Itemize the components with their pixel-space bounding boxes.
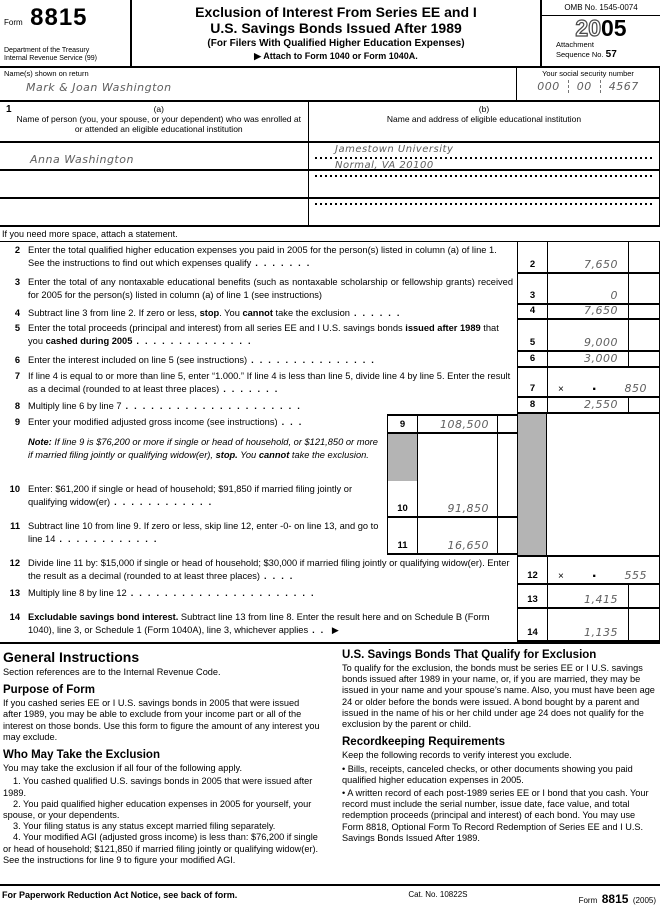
line-13-row [0, 585, 660, 609]
line-8-desc: Multiply line 6 by line 7 [28, 401, 122, 411]
tax-year [542, 17, 660, 40]
line-5-value[interactable]: 9,000 [584, 336, 618, 349]
name-field[interactable] [0, 68, 516, 100]
attach-note-text: Attach to Form 1040 or Form 1040A. [263, 51, 418, 62]
sequence-number: 57 [605, 49, 617, 60]
line-2-num: 2 [14, 245, 20, 255]
line-3-value[interactable]: 0 [610, 289, 618, 302]
line-5-text: 5 Enter the total proceeds (principal and interest) from all series EE and I U.S. savings bonds issued after 1989 that you cashed during 2005 .............. [0, 320, 517, 352]
title-line2: U.S. Savings Bonds Issued After 1989 [210, 20, 462, 37]
line-11-num: 11 [10, 521, 20, 531]
note-empty-cents [497, 434, 517, 481]
line-4-num: 4 [14, 308, 20, 318]
line-6-box-num: 6 [517, 352, 547, 368]
line-13-value[interactable]: 1,415 [584, 593, 618, 606]
line-6-value[interactable]: 3,000 [584, 352, 618, 365]
dot-leader: ....... [223, 384, 284, 394]
dot-leader: ....... [255, 258, 316, 268]
line-4-cents[interactable] [628, 305, 660, 320]
dotted-entry-line [315, 175, 653, 177]
name-ssn-row [0, 68, 660, 102]
line-13-text [0, 585, 517, 609]
line-12-value[interactable]: 555 [624, 569, 647, 582]
line-14-box-num: 14 [517, 609, 547, 642]
instructions-left-column [0, 649, 332, 883]
general-instructions-title: General Instructions [3, 649, 140, 665]
more-space-note: If you need more space, attach a statement. [0, 227, 660, 242]
qualify-body: To qualify for the exclusion, the bonds must be series EE or I U.S. savings bonds issued after 1989 in your name, or, if you are married, they may be issued in your name and your spouse’s name. Also, you must have been age 24 or older before the bonds were issued. A bond bought by a parent and issued in the name of his or her child under age 24 does not qualify for the exclusion by the parent or child. [342, 663, 655, 730]
line-6-num: 6 [14, 355, 20, 365]
instructions-right-column [332, 649, 660, 883]
year-prefix: 20 [575, 15, 601, 41]
form-number-text: 8815 [30, 4, 88, 31]
ssn-label: Your social security number [542, 69, 634, 78]
line-10-value[interactable]: 91,850 [447, 502, 489, 515]
line-12-num: 12 [9, 558, 20, 568]
row1-inst-line2[interactable]: Normal, VA 20100 [335, 160, 434, 171]
agency-block [4, 47, 127, 65]
line-14-num: 14 [9, 612, 20, 622]
line-13-num: 13 [9, 588, 20, 598]
line-9-note-row [0, 434, 660, 481]
dot-leader: ............ [59, 534, 163, 544]
line-7-value[interactable]: 850 [624, 382, 647, 395]
note-empty-amount [417, 434, 497, 481]
line-14-cents[interactable] [628, 609, 660, 642]
attach-note [132, 51, 540, 62]
name-label: Name(s) shown on return [4, 69, 89, 78]
omb-number: OMB No. 1545-0074 [542, 0, 660, 16]
line-3-row [0, 274, 660, 305]
line1-col-b-header [308, 102, 659, 143]
line-14-amount[interactable] [547, 609, 628, 642]
shaded-column [517, 481, 547, 518]
empty-grid-area [547, 414, 660, 434]
line-7-text [0, 368, 517, 398]
line-14-value[interactable]: 1,135 [584, 626, 618, 639]
empty-grid-area [547, 434, 660, 481]
line-10-amount[interactable] [417, 481, 497, 518]
dot-leader: ...................... [130, 588, 320, 598]
who-item-2: 2. You paid qualified higher education expenses in 2005 for yourself, your spouse, or your dependents. [3, 798, 312, 820]
agency-line1: Department of the Treasury [4, 46, 90, 54]
row1-inst-line1[interactable]: Jamestown University [335, 144, 454, 155]
line-7-desc: If line 4 is equal to or more than line 5, enter “1.000.” If line 4 is less than line 5, divide line 4 by line 5. Enter the result as a decimal (rounded to at least three places) [28, 371, 511, 394]
recordkeeping-title: Recordkeeping Requirements [342, 736, 505, 749]
dot-leader: .. [312, 625, 330, 635]
ssn-value[interactable] [517, 80, 659, 93]
line-10-num: 10 [9, 484, 20, 494]
line1-table [0, 102, 660, 227]
dot-leader: ............... [251, 355, 380, 365]
line-9-row [0, 414, 660, 434]
attachment-sequence [542, 40, 660, 61]
form-title [132, 4, 540, 36]
line-9-desc: Enter your modified adjusted gross income (see instructions) [28, 417, 278, 427]
line-11-cents[interactable] [497, 518, 517, 555]
line-9-cents[interactable] [497, 414, 517, 434]
line-2-value[interactable]: 7,650 [584, 258, 618, 271]
line-4-amount[interactable] [547, 305, 628, 320]
line-12-decimal[interactable] [547, 555, 660, 585]
row3-institution-cell[interactable] [308, 199, 659, 227]
line-11-amount[interactable] [417, 518, 497, 555]
line-4-desc: take the exclusion [272, 308, 350, 318]
line-9-amount[interactable] [417, 414, 497, 434]
who-item-1: 1. You cashed qualified U.S. savings bonds in 2005 that were issued after 1989. [3, 776, 313, 798]
line-6-row [0, 352, 660, 368]
note-text: take the exclusion. [289, 450, 369, 460]
line-7-num: 7 [14, 371, 20, 381]
title-line1: Exclusion of Interest From Series EE and I [195, 4, 477, 20]
line-3-cents[interactable] [628, 274, 660, 305]
line-8-cents[interactable] [628, 398, 660, 414]
line-2-text [0, 242, 517, 274]
dot-leader: ............ [114, 497, 218, 507]
purpose-of-form-body: If you cashed series EE or I U.S. savings bonds in 2005 that were issued after 1989, you may be able to exclude from your income part or all of the interest on those bonds. Use this form to figure the amount of any interest you may exclude. [3, 698, 320, 742]
line-14-text: 14 Excludable savings bond interest. Subtract line 13 from line 8. Enter the result here and on Schedule B (Form 1040), line 3, or Schedule 1 (Form 1040A), line 3, whichever applies .. ▶ [0, 609, 517, 642]
line-8-text [0, 398, 517, 414]
row1-name-value[interactable]: Anna Washington [30, 153, 134, 166]
ssn-part-1[interactable]: 000 [537, 80, 560, 93]
line-8-amount[interactable] [547, 398, 628, 414]
line-2-amount[interactable] [547, 242, 628, 274]
line-5-cents[interactable] [628, 320, 660, 352]
omb-block [540, 0, 660, 66]
line-4-value[interactable]: 7,650 [584, 304, 618, 317]
note-label: Note: [28, 437, 52, 447]
shaded-num-cell [387, 434, 417, 481]
line-10-text [0, 481, 387, 518]
title-block [132, 0, 540, 66]
line-4-text: 4 Subtract line 3 from line 2. If zero or less, stop. You cannot take the exclusion ...... [0, 305, 517, 320]
qualify-title: U.S. Savings Bonds That Qualify for Exclusion [342, 649, 597, 661]
record-item-2: • A written record of each post-1989 series EE or I bond that you cash. Your record must include the serial number, issue date, face value, and total redemption proceeds (principal and interest) of each bond. You may use Form 8818, Optional Form To Record Redemption of Series EE and I U.S. Savings Bonds Issued After 1989. [342, 787, 649, 843]
line-7-row [0, 368, 660, 398]
multiply-sign: × [558, 571, 564, 582]
line-8-value[interactable]: 2,550 [584, 398, 618, 411]
multiply-sign: × [558, 384, 564, 395]
line-9-box-num: 9 [387, 414, 417, 434]
line-2-desc: Enter the total qualified higher education expenses you paid in 2005 for the person(s) listed in column (a) of line 1. See the instructions to find out which expenses qualify [28, 245, 497, 268]
recordkeeping-intro: Keep the following records to verify interest you exclude. [342, 750, 572, 761]
form-number [4, 4, 127, 32]
bullet-icon: • [342, 787, 346, 798]
line-14-desc: Subtract line 13 from line 8. Enter the result here and on Schedule B (Form 1040), line 3, or Schedule 1 (Form 1040A), line 3, whichever applies [28, 612, 490, 635]
line-5-box-num: 5 [517, 320, 547, 352]
record-item-1: • Bills, receipts, canceled checks, or other documents showing you paid qualified higher education expenses in 2005. [342, 763, 633, 785]
line-13-cents[interactable] [628, 585, 660, 609]
form-subtitle: (For Filers With Qualified Higher Education Expenses) [207, 38, 465, 50]
dot-leader: ...... [353, 308, 406, 318]
form-number-block [0, 0, 132, 66]
line-11-box-num: 11 [387, 518, 417, 555]
line-4-row [0, 305, 660, 320]
line-14-row [0, 609, 660, 642]
line-7-decimal[interactable] [547, 368, 660, 398]
agency-code: (99) [84, 55, 98, 63]
who-item-4: 4. Your modified AGI (adjusted gross income) is less than: $76,200 if single or head of household; $121,850 if married filing jointly or qualifying widow(er). See the instructions for line 9 to figure your modified AGI. [3, 832, 319, 865]
line-11-value[interactable]: 16,650 [447, 539, 489, 552]
section-references: Section references are to the Internal Revenue Code. [3, 667, 221, 677]
dot-leader: .............. [136, 336, 257, 346]
line-10-row [0, 481, 660, 518]
sequence-label: Sequence No. [556, 50, 604, 59]
line-8-num: 8 [14, 401, 20, 411]
line-12-row [0, 555, 660, 585]
line-3-box-num: 3 [517, 274, 547, 305]
attachment-label: Attachment [556, 40, 594, 49]
line-3-text [0, 274, 517, 305]
dotted-entry-line [315, 203, 653, 205]
line-8-box-num: 8 [517, 398, 547, 414]
name-value[interactable]: Mark & Joan Washington [26, 81, 172, 94]
who-item-3: 3. Your filing status is any status except married filing separately. [13, 821, 276, 832]
line-7-box-num: 7 [517, 368, 547, 398]
line-10-desc: Enter: $61,200 if single or head of household; $91,850 if married filing jointly or qualifying widow(er) [28, 484, 353, 507]
empty-grid-area [547, 481, 660, 518]
line-12-desc: Divide line 11 by: $15,000 if single or head of household; $30,000 if married filing jointly or qualifying widow(er). Enter the result as a decimal (rounded to at least three places) [28, 558, 510, 581]
line-3-desc: Enter the total of any nontaxable educational benefits (such as nontaxable scholarship or fellowship grants) received for 2005 for the person(s) listed in column (a) of line 1 (see instructions) [28, 277, 513, 300]
who-may-take-intro: You may take the exclusion if all four of the following apply. [3, 763, 243, 774]
line-5-num: 5 [14, 323, 20, 333]
decimal-point: . [591, 377, 597, 394]
line-12-text [0, 555, 517, 585]
line-9-num: 9 [14, 417, 20, 427]
ssn-part-2[interactable]: 00 [568, 80, 600, 93]
col-a-tag: (a) [153, 104, 164, 114]
line-11-row [0, 518, 660, 555]
line-3-amount[interactable] [547, 274, 628, 305]
shaded-column [517, 414, 547, 434]
bullet-icon: • [342, 763, 346, 774]
purpose-of-form-title: Purpose of Form [3, 684, 96, 697]
line1-col-a-header [0, 102, 308, 143]
row3-name-cell[interactable] [0, 199, 308, 227]
empty-grid-area [547, 518, 660, 555]
col-b-tag: (b) [478, 104, 490, 114]
col-b-header-text: Name and address of eligible educational institution [386, 114, 582, 124]
row1-name-cell[interactable] [0, 143, 308, 171]
ssn-part-3[interactable]: 4567 [600, 80, 647, 93]
footer-form-id: Form 8815 (2005) [578, 892, 656, 906]
arrow-right-icon: ▶ [331, 625, 339, 635]
paperwork-notice: For Paperwork Reduction Act Notice, see back of form. [2, 890, 238, 900]
row2-name-cell[interactable] [0, 171, 308, 199]
form-header [0, 0, 660, 68]
line-6-cents[interactable] [628, 352, 660, 368]
line-6-text [0, 352, 517, 368]
col-a-header-text: Name of person (you, your spouse, or your dependent) who was enrolled at or attended an eligible educational institution [16, 114, 301, 134]
agency-line2: Internal Revenue Service [4, 55, 83, 63]
line-2-cents[interactable] [628, 242, 660, 274]
who-may-take-title: Who May Take the Exclusion [3, 749, 160, 762]
line-11-desc: Subtract line 10 from line 9. If zero or less, skip line 12, enter -0- on line 13, and go to line 14 [28, 521, 379, 544]
line-6-amount[interactable] [547, 352, 628, 368]
line-13-box-num: 13 [517, 585, 547, 609]
line-5-row [0, 320, 660, 352]
line-6-desc: Enter the interest included on line 5 (see instructions) [28, 355, 248, 365]
form-footer [0, 884, 660, 906]
line1-number: 1 [6, 104, 12, 115]
year-suffix: 05 [601, 15, 627, 41]
line-9-note: Note: If line 9 is $76,200 or more if single or head of household, or $121,850 or more if married filing jointly or qualifying widow(er), stop. You cannot take the exclusion. [28, 437, 378, 460]
instructions-section [0, 642, 660, 883]
line-5-desc: cashed during 2005 [45, 336, 133, 346]
line-11-text [0, 518, 387, 555]
line-8-row [0, 398, 660, 414]
shaded-column [517, 434, 547, 481]
ssn-field[interactable] [516, 68, 659, 100]
line-13-desc: Multiply line 8 by line 12 [28, 588, 127, 598]
line-10-box-num: 10 [387, 481, 417, 518]
line-2-box-num: 2 [517, 242, 547, 274]
dotted-entry-line [315, 157, 653, 159]
line-9-text [0, 414, 387, 434]
row2-institution-cell[interactable] [308, 171, 659, 199]
line-10-cents[interactable] [497, 481, 517, 518]
catalog-number: Cat. No. 10822S [408, 890, 468, 899]
dot-leader: ..................... [125, 401, 306, 411]
line-2-row [0, 242, 660, 274]
form-word: Form [4, 18, 23, 27]
line-9-value[interactable]: 108,500 [440, 418, 489, 431]
shaded-column [517, 518, 547, 555]
line-12-box-num: 12 [517, 555, 547, 585]
dot-leader: ... [281, 417, 308, 427]
dot-leader: .... [264, 571, 299, 581]
line-5-amount[interactable] [547, 320, 628, 352]
decimal-point: . [591, 564, 597, 581]
arrow-right-icon: ▶ [254, 51, 262, 62]
line-13-amount[interactable] [547, 585, 628, 609]
line-4-box-num: 4 [517, 305, 547, 320]
row1-institution-cell[interactable] [308, 143, 659, 171]
line-3-num: 3 [14, 277, 20, 287]
